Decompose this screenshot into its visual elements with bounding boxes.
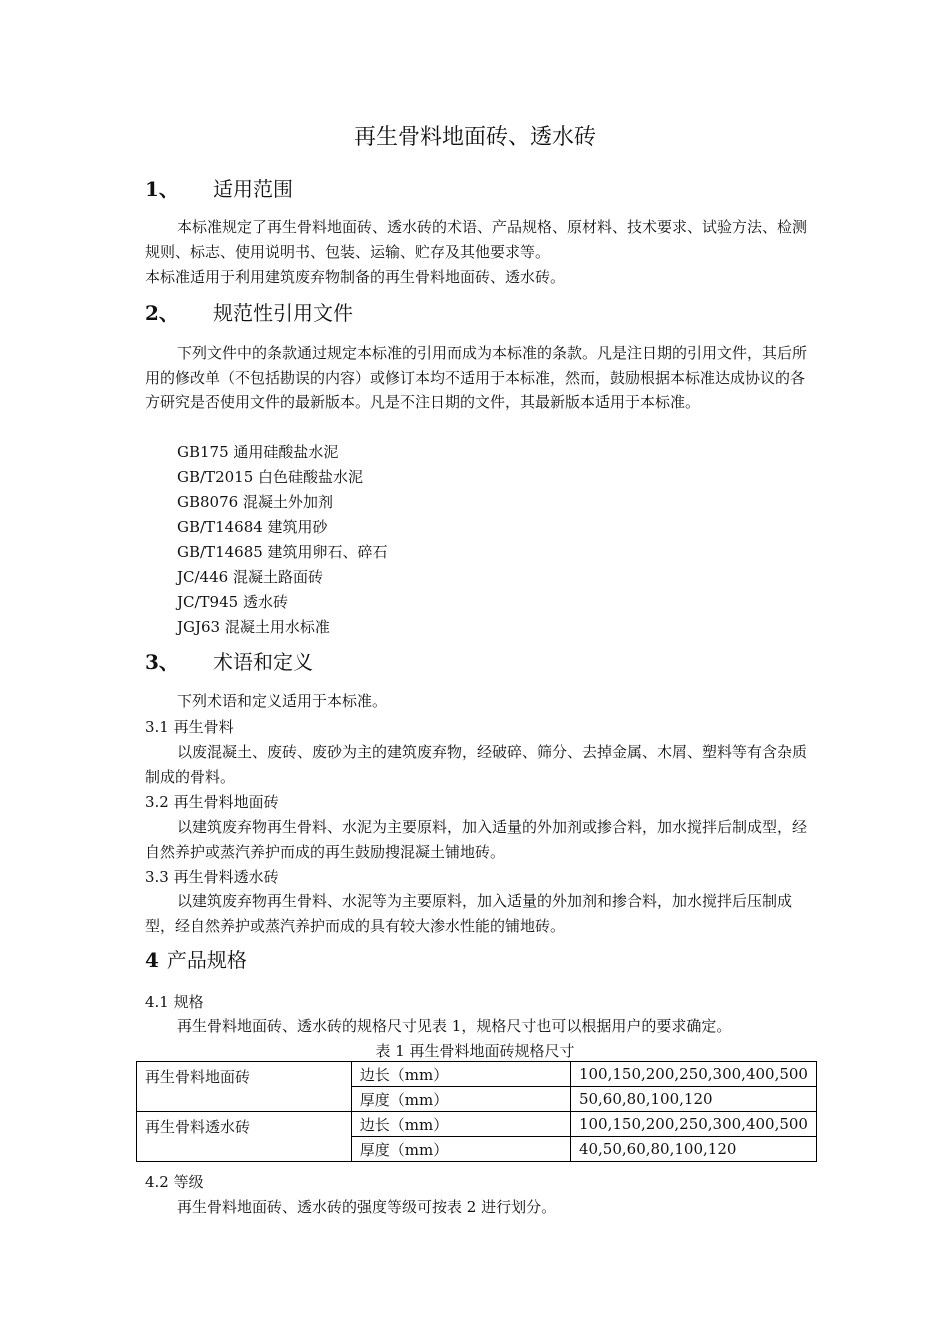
document-title: 再生骨料地面砖、透水砖 <box>353 125 596 150</box>
section-1-paragraph-1-text: 本标准规定了再生骨料地面砖、透水砖的术语、产品规格、原材料、技术要求、试验方法、检测规则、标志、使用说明书、包装、运输、贮存及其他要求等。 <box>145 218 808 261</box>
section-2-number: 2、 <box>145 301 179 325</box>
term-3-3-definition-text: 以建筑废弃物再生骨料、水泥等为主要原料，加入适量的外加剂和掺合料，加水搅拌后压制成型，经自然养护或蒸汽养护而成的具有较大渗水性能的铺地砖。 <box>145 892 793 935</box>
term-3-3-definition <box>145 889 810 938</box>
table-cell-value: 40,50,60,80,100,120 <box>570 1137 816 1162</box>
table-cell-label: 厚度（mm） <box>351 1137 570 1162</box>
reference-item: JGJ63 混凝土用水标准 <box>177 618 330 636</box>
section-4-title: 产品规格 <box>166 948 247 972</box>
reference-item: JC/446 混凝土路面砖 <box>177 568 323 586</box>
subsection-4-1-text: 再生骨料地面砖、透水砖的规格尺寸见表 1，规格尺寸也可以根据用户的要求确定。 <box>177 1017 732 1035</box>
reference-item: GB8076 混凝土外加剂 <box>177 493 333 511</box>
term-3-2-label: 3.2 再生骨料地面砖 <box>145 793 279 811</box>
section-2-heading <box>145 297 353 326</box>
reference-item: GB/T14684 建筑用砂 <box>177 518 328 536</box>
table-row <box>137 1112 817 1137</box>
table-cell-label: 边长（mm） <box>351 1062 570 1087</box>
term-3-2-definition-text: 以建筑废弃物再生骨料、水泥为主要原料，加入适量的外加剂或掺合料，加水搅拌后制成型，经自然养护或蒸汽养护而成的再生鼓励搜混凝土铺地砖。 <box>145 818 808 861</box>
section-2-title: 规范性引用文件 <box>213 301 353 325</box>
spec-table <box>136 1061 817 1162</box>
section-3-title: 术语和定义 <box>213 650 313 674</box>
table-cell-category: 再生骨料地面砖 <box>137 1062 352 1112</box>
subsection-4-2-text: 再生骨料地面砖、透水砖的强度等级可按表 2 进行划分。 <box>177 1198 557 1216</box>
table-cell-value: 100,150,200,250,300,400,500 <box>570 1062 816 1087</box>
section-3-intro: 下列术语和定义适用于本标准。 <box>177 692 388 710</box>
section-3-heading <box>145 646 313 675</box>
reference-list <box>177 440 388 640</box>
section-1-title: 适用范围 <box>213 177 293 201</box>
subsection-4-1-label: 4.1 规格 <box>145 993 204 1011</box>
term-3-1-definition <box>145 740 810 789</box>
table-row <box>137 1062 817 1087</box>
section-1-number: 1、 <box>145 177 179 201</box>
table-cell-label: 边长（mm） <box>351 1112 570 1137</box>
section-1-paragraph-2: 本标准适用于利用建筑废弃物制备的再生骨料地面砖、透水砖。 <box>145 268 566 286</box>
subsection-4-2-label: 4.2 等级 <box>145 1173 204 1191</box>
table-1-caption: 表 1 再生骨料地面砖规格尺寸 <box>375 1042 575 1060</box>
section-2-paragraph <box>145 341 810 415</box>
term-3-2-definition <box>145 815 810 864</box>
table-cell-category: 再生骨料透水砖 <box>137 1112 352 1162</box>
term-3-1-label: 3.1 再生骨料 <box>145 718 234 736</box>
table-cell-label: 厚度（mm） <box>351 1087 570 1112</box>
table-cell-value: 100,150,200,250,300,400,500 <box>570 1112 816 1137</box>
reference-item: GB175 通用硅酸盐水泥 <box>177 443 339 461</box>
section-4-heading <box>145 944 247 973</box>
reference-item: GB/T14685 建筑用卵石、碎石 <box>177 543 388 561</box>
table-cell-value: 50,60,80,100,120 <box>570 1087 816 1112</box>
section-1-heading <box>145 173 293 202</box>
term-3-3-label: 3.3 再生骨料透水砖 <box>145 868 279 886</box>
section-4-number: 4 <box>145 948 159 972</box>
section-2-paragraph-text: 下列文件中的条款通过规定本标准的引用而成为本标准的条款。凡是注日期的引用文件，其后所用的修改单（不包括勘误的内容）或修订本均不适用于本标准，然而，鼓励根据本标准达成协议的各方研究是否使用文件的最新版本。凡是不注日期的文件，其最新版本适用于本标准。 <box>145 344 808 411</box>
reference-item: GB/T2015 白色硅酸盐水泥 <box>177 468 364 486</box>
reference-item: JC/T945 透水砖 <box>177 593 288 611</box>
section-3-number: 3、 <box>145 650 179 674</box>
section-1-paragraph-1 <box>145 215 810 264</box>
term-3-1-definition-text: 以废混凝土、废砖、废砂为主的建筑废弃物，经破碎、筛分、去掉金属、木屑、塑料等有含杂质制成的骨料。 <box>145 743 808 786</box>
